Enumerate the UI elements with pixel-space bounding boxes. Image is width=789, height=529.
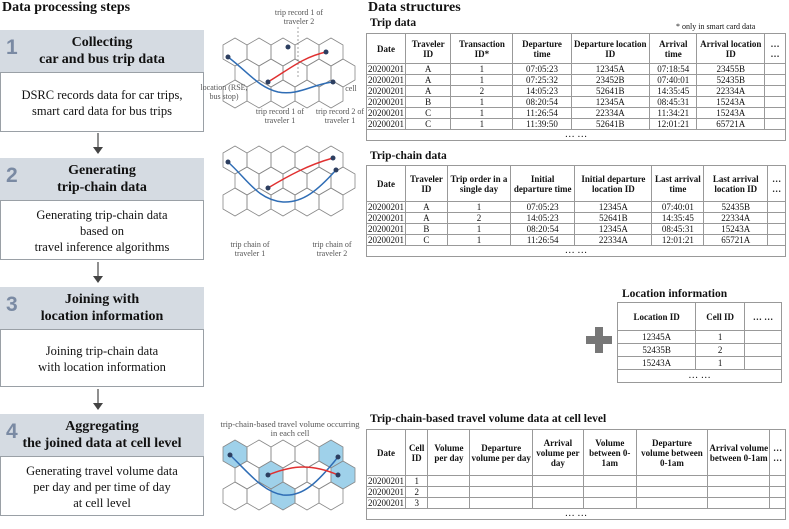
step3-header (0, 287, 204, 329)
step4-box (0, 456, 204, 516)
trip-data-title: Trip data (370, 17, 417, 29)
step2-desc-line2: based on (79, 224, 125, 238)
cell-volume-more-indicator: … … (367, 509, 786, 520)
trip-data-header-cell: Transaction ID* (451, 34, 513, 64)
trip-chain-header-cell: Trip order in a single day (447, 166, 510, 202)
trip-chain-cell: 20200201 (368, 224, 404, 234)
cell-volume-header-row (367, 430, 786, 476)
cell-volume-cell (770, 498, 786, 509)
cell-volume-cell (636, 476, 707, 487)
trip-data-cell (765, 64, 786, 75)
location-info-row (618, 344, 782, 357)
trip-chain-cell: 07:05:23 (511, 202, 575, 213)
trip-chain-more-indicator: … … (367, 246, 786, 257)
step4-number: 4 (6, 420, 18, 443)
trip-data-cell (765, 86, 786, 97)
trip-data-cell: B (406, 97, 451, 108)
trip-chain-cell: 11:26:54 (511, 235, 575, 246)
trip-chain-cell: 15243A (704, 224, 768, 235)
step4-title-line1: Aggregating (65, 419, 139, 434)
cell-volume-row (367, 498, 786, 509)
trip-chain-header-cell: Initial departure location ID (575, 166, 652, 202)
trip-data-cell: 11:39:50 (513, 119, 571, 130)
location-info-header-row (618, 303, 782, 331)
trip-data-cell: 20200201 (368, 119, 404, 129)
trip-chain-header-cell: Last arrival location ID (704, 166, 768, 202)
step2-title-line1: Generating (68, 163, 136, 178)
step2-header (0, 158, 204, 200)
trip-chain-row (367, 235, 786, 246)
trip-data-cell: C (406, 108, 451, 119)
step4-title-line2: the joined data at cell level (22, 436, 182, 451)
trip-chain-header-cell: Traveler ID (406, 166, 448, 202)
cell-volume-cell (708, 487, 770, 498)
cell-volume-row (367, 476, 786, 487)
cell-volume-cell (583, 476, 636, 487)
cell-volume-cell (532, 476, 583, 487)
trip-data-cell: 20200201 (368, 64, 404, 74)
cell-volume-header-cell: Departure volume between 0-1am (636, 430, 707, 476)
step1-desc-line1: DSRC records data for car trips, (21, 88, 183, 102)
location-info-cell (745, 331, 782, 344)
step2-desc-line1: Generating trip-chain data (36, 208, 168, 222)
step1-number: 1 (6, 36, 18, 59)
cell-volume-cell (770, 487, 786, 498)
trip-data-cell: 20200201 (368, 97, 404, 107)
trip-data-cell: 20200201 (368, 108, 404, 118)
trip-data-cell: 08:45:31 (650, 97, 697, 108)
trip-chain-row (367, 224, 786, 235)
trip-data-row (367, 97, 786, 108)
trip-data-cell: 1 (451, 108, 513, 119)
cell-volume-cell: 3 (406, 498, 428, 509)
trip-chain-cell: 1 (447, 202, 510, 213)
cell-volume-cell (583, 498, 636, 509)
location-info-cell: 12345A (618, 331, 696, 344)
trip-chain-cell: 08:45:31 (652, 224, 704, 235)
cell-volume-header-cell: Arrival volume between 0-1am (708, 430, 770, 476)
step4-desc-line3: at cell level (73, 496, 131, 510)
trip-chain-cell: B (406, 224, 448, 235)
cell-volume-cell (708, 476, 770, 487)
trip-data-cell: 22334A (571, 108, 649, 119)
trip-chain-title: Trip-chain data (370, 150, 447, 162)
trip-chain-header-cell: … … (768, 166, 786, 202)
trip-chain-cell: C (406, 235, 448, 246)
trip-chain-cell: 20200201 (368, 202, 404, 212)
step3-number: 3 (6, 293, 18, 316)
trip-data-cell: 14:35:45 (650, 86, 697, 97)
trip-data-cell: C (406, 119, 451, 130)
cell-volume-row (367, 487, 786, 498)
trip-data-cell: 20200201 (368, 75, 404, 85)
cell-volume-cell (583, 487, 636, 498)
trip-chain-cell: 1 (447, 235, 510, 246)
cell-volume-cell (532, 498, 583, 509)
trip-chain-cell: 12:01:21 (652, 235, 704, 246)
trip-data-cell (765, 108, 786, 119)
cell-volume-cell: 20200201 (368, 476, 404, 486)
trip-chain-cell: 52641B (575, 213, 652, 224)
trip-data-row (367, 64, 786, 75)
trip-data-row (367, 75, 786, 86)
right-header: Data structures (368, 0, 461, 15)
cell-volume-header-cell: … … (770, 430, 786, 476)
trip-chain-cell: 22334A (575, 235, 652, 246)
trip-data-more-indicator: … … (367, 130, 786, 141)
trip-data-cell (765, 75, 786, 86)
trip-data-cell: 1 (451, 64, 513, 75)
cell-volume-cell (532, 487, 583, 498)
trip-data-cell: 11:26:54 (513, 108, 571, 119)
arrow-down-icon (92, 262, 104, 284)
trip-chain-cell: 20200201 (368, 213, 404, 223)
cell-volume-cell: 2 (406, 487, 428, 498)
trip-data-cell: A (406, 86, 451, 97)
trip-data-header-cell: Traveler ID (406, 34, 451, 64)
location-info-cell (745, 344, 782, 357)
location-info-cell: 15243A (618, 357, 696, 370)
cell-volume-header-cell: Volume per day (428, 430, 470, 476)
cell-volume-cell (428, 498, 470, 509)
left-header: Data processing steps (2, 0, 131, 15)
trip-chain-cell (768, 235, 786, 246)
location-info-cell: 1 (696, 357, 745, 370)
location-info-cell (745, 357, 782, 370)
trip-data-header-cell: Departure time (513, 34, 571, 64)
trip-chain-header-cell: Initial departure time (511, 166, 575, 202)
trip-data-cell (765, 97, 786, 108)
trip-data-row (367, 119, 786, 130)
diag2-label-chain2: trip chain of traveler 2 (312, 240, 352, 258)
trip-chain-cell: 14:35:45 (652, 213, 704, 224)
trip-chain-header-cell: Date (367, 166, 406, 202)
cell-volume-cell (470, 487, 532, 498)
step2-number: 2 (6, 164, 18, 187)
trip-data-cell: 07:05:23 (513, 64, 571, 75)
step1-header (0, 30, 204, 72)
location-info-header-cell: Location ID (618, 303, 696, 331)
trip-data-header-cell: … … (765, 34, 786, 64)
trip-chain-row (367, 213, 786, 224)
trip-data-cell: 07:25:32 (513, 75, 571, 86)
step1-title-line2: car and bus trip data (39, 52, 165, 67)
diag1-label-rec2: trip record 2 of traveler 1 (315, 107, 365, 125)
cell-volume-cell (708, 498, 770, 509)
plus-icon (586, 327, 612, 353)
trip-data-cell: 2 (451, 86, 513, 97)
step4-desc-line1: Generating travel volume data (26, 464, 178, 478)
trip-chain-cell: A (406, 202, 448, 213)
trip-chain-cell (768, 224, 786, 235)
trip-data-cell: 23452B (571, 75, 649, 86)
trip-data-header-cell: Date (367, 34, 406, 64)
trip-chain-cell: 12345A (575, 202, 652, 213)
location-info-row (618, 357, 782, 370)
trip-chain-row (367, 202, 786, 213)
cell-volume-header-cell: Departure volume per day (470, 430, 532, 476)
trip-chain-cell: 22334A (704, 213, 768, 224)
trip-chain-cell: 07:40:01 (652, 202, 704, 213)
cell-volume-title: Trip-chain-based travel volume data at cell level (370, 413, 607, 425)
trip-data-cell: 1 (451, 119, 513, 130)
trip-data-cell: 23455B (697, 64, 765, 75)
cell-volume-header-cell: Arrival volume per day (532, 430, 583, 476)
trip-data-cell: 14:05:23 (513, 86, 571, 97)
cell-volume-cell (428, 487, 470, 498)
location-info-table (617, 302, 782, 383)
step2-desc-line3: travel inference algorithms (34, 240, 170, 254)
cell-volume-cell (470, 498, 532, 509)
trip-data-cell: 20200201 (368, 86, 404, 96)
step3-title-line2: location information (40, 309, 164, 324)
location-info-title: Location information (622, 288, 728, 300)
trip-data-cell: 07:18:54 (650, 64, 697, 75)
location-info-row (618, 331, 782, 344)
location-info-cell: 2 (696, 344, 745, 357)
location-info-header-cell: Cell ID (696, 303, 745, 331)
trip-data-cell: 52641B (571, 119, 649, 130)
trip-data-cell: 07:40:01 (650, 75, 697, 86)
step1-title-line1: Collecting (71, 35, 133, 50)
step4-desc-line2: per day and per time of day (33, 480, 171, 494)
trip-data-row (367, 108, 786, 119)
trip-chain-cell: 1 (447, 224, 510, 235)
step1-box (0, 72, 204, 132)
cell-volume-cell: 20200201 (368, 498, 404, 508)
cell-volume-cell (636, 498, 707, 509)
cell-volume-cell (770, 476, 786, 487)
trip-chain-cell: 12345A (575, 224, 652, 235)
trip-chain-cell: 65721A (704, 235, 768, 246)
trip-data-cell: 11:34:21 (650, 108, 697, 119)
cell-volume-cell: 20200201 (368, 487, 404, 497)
trip-data-cell: 52435B (697, 75, 765, 86)
trip-chain-cell (768, 202, 786, 213)
trip-data-header-cell: Departure location ID (571, 34, 649, 64)
trip-chain-cell: 08:20:54 (511, 224, 575, 235)
diag1-label-location: location (RSE, bus stop) (200, 83, 248, 101)
cell-volume-cell (428, 476, 470, 487)
cell-volume-header-cell: Cell ID (406, 430, 428, 476)
trip-data-cell: 1 (451, 75, 513, 86)
trip-data-row (367, 86, 786, 97)
diag1-label-cell: cell (345, 84, 357, 93)
step1-desc-line2: smart card data for bus trips (32, 104, 172, 118)
step3-title-line1: Joining with (64, 292, 140, 307)
trip-data-cell: 12345A (571, 97, 649, 108)
trip-data-cell (765, 119, 786, 130)
location-info-cell: 52435B (618, 344, 696, 357)
cell-volume-header-cell: Date (367, 430, 406, 476)
cell-volume-cell: 1 (406, 476, 428, 487)
cell-volume-cell (636, 487, 707, 498)
trip-chain-cell (768, 213, 786, 224)
trip-data-cell: 15243A (697, 108, 765, 119)
diag1-label-rec1: trip record 1 of traveler 1 (255, 107, 305, 125)
trip-chain-header-cell: Last arrival time (652, 166, 704, 202)
hex-grid-diagram-3 (208, 437, 358, 527)
trip-chain-cell: 2 (447, 213, 510, 224)
location-info-cell: 1 (696, 331, 745, 344)
location-info-header-cell: … … (745, 303, 782, 331)
trip-data-cell: 12345A (571, 64, 649, 75)
diag2-label-chain1: trip chain of traveler 1 (230, 240, 270, 258)
cell-volume-cell (470, 476, 532, 487)
trip-chain-cell: A (406, 213, 448, 224)
trip-data-table (366, 33, 786, 141)
trip-data-cell: 1 (451, 97, 513, 108)
arrow-down-icon (92, 133, 104, 155)
location-info-more-indicator: … … (618, 370, 782, 383)
trip-data-cell: 65721A (697, 119, 765, 130)
trip-data-cell: 08:20:54 (513, 97, 571, 108)
trip-chain-cell: 20200201 (368, 235, 404, 245)
trip-data-cell: 22334A (697, 86, 765, 97)
trip-data-note: * only in smart card data (676, 22, 756, 31)
arrow-down-icon (92, 389, 104, 411)
trip-chain-header-row (367, 166, 786, 202)
trip-data-cell: A (406, 75, 451, 86)
step3-desc-line2: with location information (38, 360, 166, 374)
step2-box (0, 200, 204, 260)
trip-data-cell: 15243A (697, 97, 765, 108)
trip-data-cell: 52641B (571, 86, 649, 97)
diag1-label-top: trip record 1 of traveler 2 (274, 8, 324, 26)
trip-data-header-row (367, 34, 786, 64)
cell-volume-header-cell: Volume between 0-1am (583, 430, 636, 476)
trip-data-header-cell: Arrival location ID (697, 34, 765, 64)
trip-chain-table (366, 165, 786, 257)
step3-box (0, 329, 204, 387)
step4-header (0, 414, 204, 456)
step3-desc-line1: Joining trip-chain data (45, 344, 159, 358)
diag3-label-top: trip-chain-based travel volume occurring in each cell (220, 419, 360, 438)
trip-data-cell: 12:01:21 (650, 119, 697, 130)
step2-title-line2: trip-chain data (57, 180, 147, 195)
cell-volume-table (366, 429, 786, 520)
trip-chain-cell: 52435B (704, 202, 768, 213)
hex-grid-diagram-2 (208, 140, 358, 240)
trip-data-header-cell: Arrival time (650, 34, 697, 64)
trip-data-cell: A (406, 64, 451, 75)
trip-chain-cell: 14:05:23 (511, 213, 575, 224)
